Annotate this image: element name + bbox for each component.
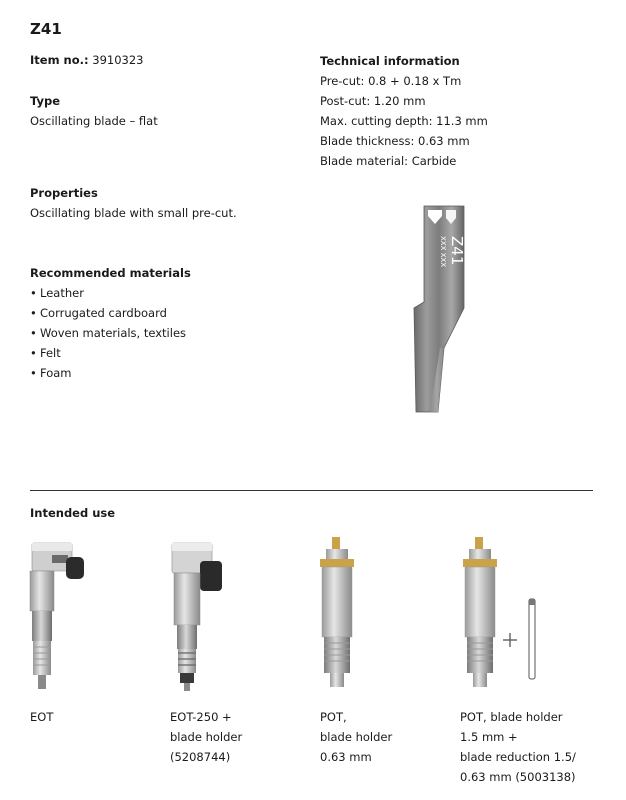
caption-line: 0.63 mm [320,750,372,764]
intended-use-heading: Intended use [30,506,116,520]
blade-code-marking: XXX XXX [439,236,447,267]
technical-section [320,51,488,171]
tool-caption-pot-reduction [460,707,576,787]
eot-tool-image [22,535,92,695]
caption-line: 1.5 mm + [460,730,518,744]
item-number-label: Item no.: [30,53,89,67]
caption-line: 0.63 mm (5003138) [460,770,576,784]
blade-reduction-icon [529,599,535,679]
materials-section [30,263,191,383]
blade-illustration [400,198,480,418]
properties-heading: Properties [30,186,98,200]
material-item: • Foam [30,363,191,383]
section-divider [30,490,593,491]
caption-line: (5208744) [170,750,231,764]
caption-line: POT, [320,710,347,724]
pot-reduction-tool-image [455,535,555,695]
type-value: Oscillating blade – flat [30,114,158,128]
tool-caption-eot-250 [170,707,242,767]
product-title: Z41 [30,20,62,38]
tool-caption-eot [30,707,53,727]
item-number [30,50,144,70]
properties-value: Oscillating blade with small pre-cut. [30,206,237,220]
tech-precut: Pre-cut: 0.8 + 0.18 x Tm [320,74,462,88]
material-item: • Felt [30,343,191,363]
tech-thickness: Blade thickness: 0.63 mm [320,134,470,148]
eot-250-tool-image [160,535,230,695]
material-item: • Leather [30,283,191,303]
materials-heading: Recommended materials [30,266,191,280]
caption-line: EOT [30,710,54,724]
blade-model-marking: Z41 [448,236,466,266]
properties-section [30,183,237,223]
pot-tool-image [312,535,362,695]
type-heading: Type [30,94,61,108]
caption-line: blade holder [170,730,243,744]
tech-max-depth: Max. cutting depth: 11.3 mm [320,114,488,128]
technical-heading: Technical information [320,54,460,68]
tech-material: Blade material: Carbide [320,154,457,168]
plus-icon [503,633,517,647]
materials-list [30,283,191,383]
material-item: • Woven materials, textiles [30,323,191,343]
caption-line: EOT-250 + [170,710,232,724]
caption-line: blade reduction 1.5/ [460,750,576,764]
material-item: • Corrugated cardboard [30,303,191,323]
item-number-value: 3910323 [92,53,144,67]
caption-line: POT, blade holder [460,710,563,724]
caption-line: blade holder [320,730,393,744]
tool-caption-pot [320,707,392,767]
type-section [30,91,158,131]
tech-postcut: Post-cut: 1.20 mm [320,94,426,108]
